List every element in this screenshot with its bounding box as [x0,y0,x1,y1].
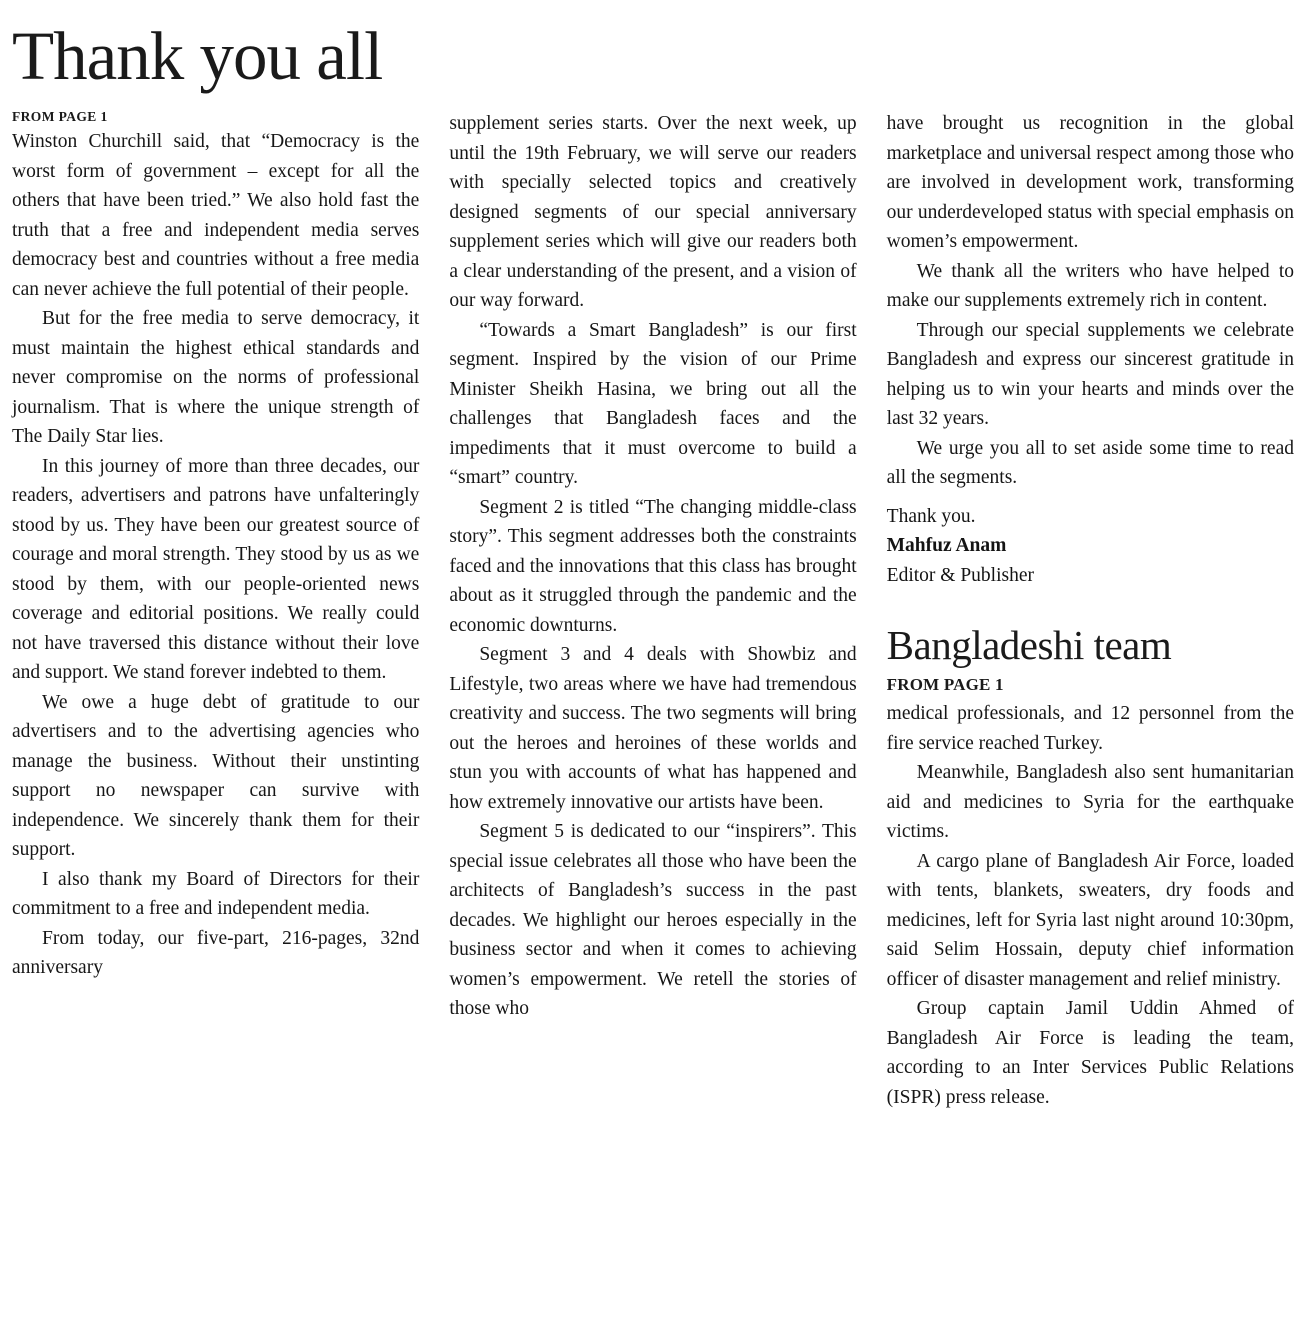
article-title-bangladeshi-team: Bangladeshi team [886,622,1172,668]
paragraph: medical professionals, and 12 personnel from the fire service reached Turkey. [886,703,1294,754]
from-page-label: FROM PAGE 1 [12,109,108,124]
paragraph: From today, our five-part, 216-pages, 32nd anniversary [12,927,420,978]
paragraph: “Towards a Smart Bangladesh” is our first segment. Inspired by the vision of our Prime Minister Sheikh Hasina, we bring out all the challenges that Bangladesh faces and the impediments that it must overcome to build a “smart” country. [449,319,857,488]
paragraph: I also thank my Board of Directors for their commitment to a free and independent media. [12,868,420,919]
paragraph: A cargo plane of Bangladesh Air Force, loaded with tents, blankets, sweaters, dry foods and medicines, left for Syria last night around 10:30pm, said Selim Hossain, deputy chief information officer of disaster management and relief ministry. [886,850,1294,990]
paragraph: In this journey of more than three decades, our readers, advertisers and patrons have unfalteringly stood by us. They have been our greatest source of courage and moral strength. They stood by us as we stood by them, with our people-oriented news coverage and editorial positions. We really could not have traversed this distance without their love and support. We stand forever indebted to them. [12,455,420,683]
paragraph: Segment 5 is dedicated to our “inspirers”. This special issue celebrates all those who have been the architects of Bangladesh’s success in the past decades. We highlight our heroes especially in the business sector and when it comes to achieving women’s empowerment. We retell the stories of those who [449,821,857,1019]
author-name: Mahfuz Anam [886,535,1007,556]
paragraph: We owe a huge debt of gratitude to our advertisers and to the advertising agencies who manage the business. Without their unstinting support no newspaper can survive with independence. We sincerely thank them for their support. [12,691,420,860]
column-1 [12,109,419,983]
paragraph: But for the free media to serve democracy, it must maintain the highest ethical standards and never compromise on the norms of professional journalism. That is where the unique strength of The Daily Star lies. [12,308,420,447]
column-3 [887,109,1294,1112]
paragraph: Group captain Jamil Uddin Ahmed of Bangladesh Air Force is leading the team, according to an Inter Services Public Relations (ISPR) press release. [886,998,1294,1108]
from-page-label: FROM PAGE 1 [886,675,1004,695]
paragraph: Winston Churchill said, that “Democracy is the worst form of government – except for all the others that have been tried.” We also hold fast the truth that a free and independent media serves democracy best and countries without a free media can never achieve the full potential of their people. [12,131,420,300]
paragraph: Through our special supplements we celebrate Bangladesh and express our sincerest gratitude in helping us to win your hearts and minds over the last 32 years. [886,319,1294,429]
paragraph: Segment 2 is titled “The changing middle-class story”. This segment addresses both the constraints faced and the innovations that this class has brought about as it struggled through the pandemic and the economic downturns. [449,496,857,636]
paragraph: We urge you all to set aside some time to read all the segments. [886,437,1294,488]
column-2 [449,109,856,1024]
signoff-text: Thank you. [886,505,976,527]
paragraph: supplement series starts. Over the next week, up until the 19th February, we will serve our readers with specially selected topics and creatively designed segments of our special anniversary supplement series which will give our readers both a clear understanding of the present, and a vision of our way forward. [449,113,857,311]
paragraph: Segment 3 and 4 deals with Showbiz and Lifestyle, two areas where we have had tremendous creativity and success. The two segments will bring out the heroes and heroines of these worlds and stun you with accounts of what has happened and how extremely innovative our artists have been. [449,644,857,813]
article-columns [12,109,1294,1112]
paragraph: have brought us recognition in the global marketplace and universal respect among those who are involved in development work, transforming our underdeveloped status with special emphasis on women’s empowerment. [886,113,1294,252]
paragraph: Meanwhile, Bangladesh also sent humanitarian aid and medicines to Syria for the earthquake victims. [886,762,1294,843]
article-title-thank-you-all: Thank you all [12,18,383,94]
paragraph: We thank all the writers who have helped to make our supplements extremely rich in content. [886,260,1294,311]
author-title: Editor & Publisher [886,564,1034,586]
